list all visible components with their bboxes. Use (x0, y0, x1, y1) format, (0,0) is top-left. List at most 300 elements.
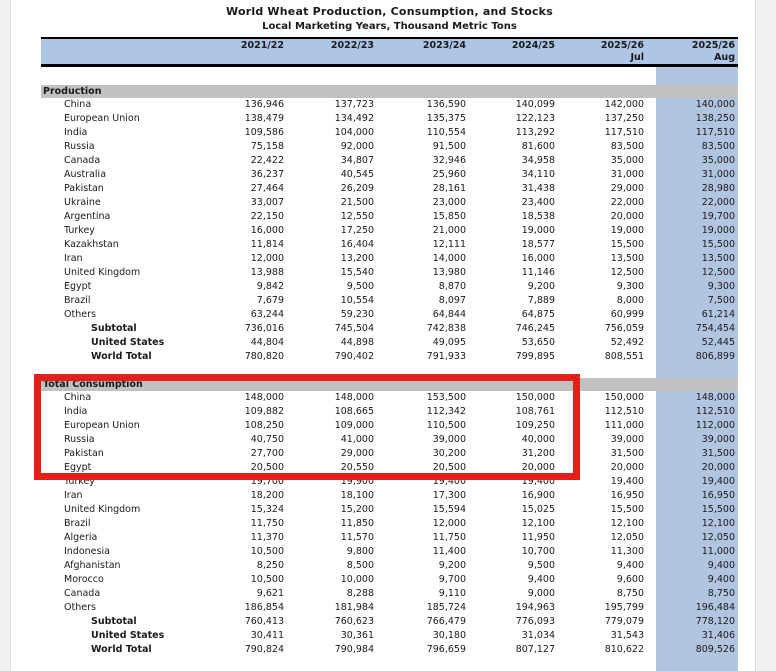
value-cell: 44,804 (250, 337, 284, 348)
row-label: United Kingdom (64, 504, 141, 515)
value-cell: 754,454 (695, 323, 735, 334)
value-cell: 745,504 (334, 323, 374, 334)
value-cell: 15,500 (610, 239, 644, 250)
value-cell: 11,000 (701, 546, 735, 557)
value-cell: 10,700 (521, 546, 555, 557)
table-row-morocco (41, 573, 738, 587)
value-cell: 12,500 (610, 267, 644, 278)
value-cell: 110,554 (426, 127, 466, 138)
value-cell: 31,406 (701, 630, 735, 641)
value-cell: 9,500 (346, 281, 374, 292)
value-cell: 12,100 (701, 518, 735, 529)
value-cell: 137,250 (604, 113, 644, 124)
value-cell: 12,000 (250, 253, 284, 264)
table-row-kazakhstan (41, 238, 738, 252)
value-cell: 9,300 (707, 281, 735, 292)
value-cell: 19,900 (340, 476, 374, 487)
value-cell: 808,551 (604, 351, 644, 362)
value-cell: 9,110 (438, 588, 466, 599)
row-label: Others (64, 602, 96, 613)
value-cell: 779,079 (604, 616, 644, 627)
value-cell: 11,750 (432, 532, 466, 543)
value-cell: 15,500 (610, 504, 644, 515)
column-year-label: 2021/22 (240, 40, 284, 51)
row-label: Canada (64, 155, 101, 166)
value-cell: 18,577 (521, 239, 555, 250)
value-cell: 32,946 (432, 155, 466, 166)
value-cell: 19,400 (610, 476, 644, 487)
row-label: India (64, 406, 88, 417)
section-header-total-consumption: Total Consumption (41, 378, 738, 391)
value-cell: 799,895 (515, 351, 555, 362)
row-label: United States (91, 630, 165, 641)
value-cell: 49,095 (432, 337, 466, 348)
table-row-canada (41, 587, 738, 601)
table-row-others (41, 601, 738, 615)
value-cell: 19,400 (432, 476, 466, 487)
row-label: Australia (64, 169, 107, 180)
value-cell: 19,700 (701, 211, 735, 222)
value-cell: 35,000 (610, 155, 644, 166)
row-label: Pakistan (64, 183, 104, 194)
value-cell: 9,400 (707, 560, 735, 571)
value-cell: 83,500 (701, 141, 735, 152)
value-cell: 10,000 (340, 574, 374, 585)
table-row-india (41, 405, 738, 419)
value-cell: 9,800 (346, 546, 374, 557)
value-cell: 27,464 (250, 183, 284, 194)
value-cell: 28,980 (701, 183, 735, 194)
value-cell: 31,438 (521, 183, 555, 194)
value-cell: 31,200 (521, 448, 555, 459)
value-cell: 134,492 (334, 113, 374, 124)
value-cell: 113,292 (515, 127, 555, 138)
value-cell: 29,000 (340, 448, 374, 459)
value-cell: 39,000 (701, 434, 735, 445)
value-cell: 790,402 (334, 351, 374, 362)
value-cell: 9,700 (438, 574, 466, 585)
table-row-subtotal (41, 615, 738, 629)
row-label: India (64, 127, 88, 138)
value-cell: 22,422 (250, 155, 284, 166)
value-cell: 31,000 (701, 169, 735, 180)
report-subtitle: Local Marketing Years, Thousand Metric Tons (262, 21, 517, 32)
column-header-2021-22 (191, 39, 284, 64)
value-cell: 809,526 (695, 644, 735, 655)
value-cell: 22,150 (250, 211, 284, 222)
column-year-label: 2025/26 (691, 40, 735, 51)
value-cell: 31,543 (610, 630, 644, 641)
value-cell: 11,370 (250, 532, 284, 543)
value-cell: 30,411 (250, 630, 284, 641)
value-cell: 16,000 (521, 253, 555, 264)
value-cell: 39,000 (432, 434, 466, 445)
table-row-united-kingdom (41, 266, 738, 280)
value-cell: 112,510 (604, 406, 644, 417)
value-cell: 20,000 (521, 462, 555, 473)
table-row-china (41, 391, 738, 405)
value-cell: 11,814 (250, 239, 284, 250)
value-cell: 21,000 (432, 225, 466, 236)
value-cell: 135,375 (426, 113, 466, 124)
row-label: European Union (64, 420, 140, 431)
row-label: Ukraine (64, 197, 101, 208)
row-label: Kazakhstan (64, 239, 119, 250)
value-cell: 18,538 (521, 211, 555, 222)
value-cell: 64,875 (521, 309, 555, 320)
value-cell: 31,034 (521, 630, 555, 641)
value-cell: 15,850 (432, 211, 466, 222)
value-cell: 790,984 (334, 644, 374, 655)
value-cell: 19,400 (701, 476, 735, 487)
value-cell: 8,288 (346, 588, 374, 599)
value-cell: 13,988 (250, 267, 284, 278)
value-cell: 60,999 (610, 309, 644, 320)
table-body (41, 85, 738, 657)
value-cell: 20,000 (701, 462, 735, 473)
value-cell: 19,000 (521, 225, 555, 236)
value-cell: 9,400 (707, 574, 735, 585)
value-cell: 28,161 (432, 183, 466, 194)
table-row-russia (41, 140, 738, 154)
value-cell: 11,300 (610, 546, 644, 557)
value-cell: 19,000 (610, 225, 644, 236)
value-cell: 15,540 (340, 267, 374, 278)
row-label: Others (64, 309, 96, 320)
value-cell: 18,100 (340, 490, 374, 501)
value-cell: 18,200 (250, 490, 284, 501)
table-row-subtotal (41, 322, 738, 336)
row-label: Argentina (64, 211, 111, 222)
value-cell: 75,158 (250, 141, 284, 152)
value-cell: 26,209 (340, 183, 374, 194)
value-cell: 806,899 (695, 351, 735, 362)
value-cell: 10,500 (250, 574, 284, 585)
value-cell: 109,586 (244, 127, 284, 138)
value-cell: 150,000 (604, 392, 644, 403)
row-label: Iran (64, 490, 83, 501)
value-cell: 11,570 (340, 532, 374, 543)
value-cell: 31,500 (701, 448, 735, 459)
table-row-pakistan (41, 182, 738, 196)
value-cell: 23,400 (521, 197, 555, 208)
value-cell: 17,300 (432, 490, 466, 501)
column-header-2025-26-jul (555, 39, 644, 64)
value-cell: 34,807 (340, 155, 374, 166)
value-cell: 8,250 (256, 560, 284, 571)
row-label: World Total (91, 351, 152, 362)
value-cell: 9,600 (616, 574, 644, 585)
value-cell: 19,000 (701, 225, 735, 236)
value-cell: 12,050 (701, 532, 735, 543)
value-cell: 30,200 (432, 448, 466, 459)
value-cell: 20,500 (432, 462, 466, 473)
value-cell: 8,097 (438, 295, 466, 306)
table-row-turkey (41, 224, 738, 238)
row-label: Pakistan (64, 448, 104, 459)
value-cell: 138,250 (695, 113, 735, 124)
value-cell: 20,000 (610, 462, 644, 473)
value-cell: 7,889 (527, 295, 555, 306)
value-cell: 81,600 (521, 141, 555, 152)
value-cell: 91,500 (432, 141, 466, 152)
value-cell: 12,100 (521, 518, 555, 529)
value-cell: 112,510 (695, 406, 735, 417)
value-cell: 16,000 (250, 225, 284, 236)
column-header-row (41, 37, 738, 67)
value-cell: 796,659 (426, 644, 466, 655)
table-row-canada (41, 154, 738, 168)
value-cell: 108,761 (515, 406, 555, 417)
row-label: Subtotal (91, 323, 137, 334)
value-cell: 83,500 (610, 141, 644, 152)
table-row-brazil (41, 517, 738, 531)
table-row-european-union (41, 419, 738, 433)
table-row-egypt (41, 280, 738, 294)
row-label: Subtotal (91, 616, 137, 627)
value-cell: 766,479 (426, 616, 466, 627)
value-cell: 16,900 (521, 490, 555, 501)
column-sub-label: Aug (714, 52, 735, 63)
value-cell: 148,000 (244, 392, 284, 403)
value-cell: 12,111 (432, 239, 466, 250)
value-cell: 34,958 (521, 155, 555, 166)
value-cell: 136,590 (426, 99, 466, 110)
report-page (10, 0, 756, 671)
table-row-united-kingdom (41, 503, 738, 517)
row-label: Morocco (64, 574, 104, 585)
table-row-argentina (41, 210, 738, 224)
value-cell: 7,500 (707, 295, 735, 306)
value-cell: 15,200 (340, 504, 374, 515)
value-cell: 31,000 (610, 169, 644, 180)
value-cell: 41,000 (340, 434, 374, 445)
column-sub-label: Jul (630, 52, 644, 63)
row-label: China (64, 99, 92, 110)
table-row-russia (41, 433, 738, 447)
value-cell: 16,404 (340, 239, 374, 250)
table-row-egypt (41, 461, 738, 475)
value-cell: 11,146 (521, 267, 555, 278)
table-row-ukraine (41, 196, 738, 210)
row-label: Turkey (64, 476, 95, 487)
value-cell: 148,000 (334, 392, 374, 403)
table-row-india (41, 126, 738, 140)
row-label: European Union (64, 113, 140, 124)
value-cell: 15,025 (521, 504, 555, 515)
value-cell: 756,059 (604, 323, 644, 334)
row-label: Turkey (64, 225, 95, 236)
value-cell: 736,016 (244, 323, 284, 334)
value-cell: 140,000 (695, 99, 735, 110)
value-cell: 19,400 (521, 476, 555, 487)
value-cell: 33,007 (250, 197, 284, 208)
value-cell: 117,510 (695, 127, 735, 138)
row-label: World Total (91, 644, 152, 655)
value-cell: 9,400 (616, 560, 644, 571)
table-row-australia (41, 168, 738, 182)
data-table (41, 37, 738, 657)
report-title: World Wheat Production, Consumption, and Stocks (226, 5, 553, 18)
section-header-production: Production (41, 85, 738, 98)
table-row-china (41, 98, 738, 112)
value-cell: 31,500 (610, 448, 644, 459)
value-cell: 196,484 (695, 602, 735, 613)
value-cell: 20,500 (250, 462, 284, 473)
column-header-2022-23 (284, 39, 374, 64)
value-cell: 742,838 (426, 323, 466, 334)
value-cell: 39,000 (610, 434, 644, 445)
value-cell: 142,000 (604, 99, 644, 110)
table-row-pakistan (41, 447, 738, 461)
value-cell: 23,000 (432, 197, 466, 208)
table-row-brazil (41, 294, 738, 308)
value-cell: 109,250 (515, 420, 555, 431)
value-cell: 140,099 (515, 99, 555, 110)
value-cell: 12,000 (432, 518, 466, 529)
value-cell: 15,500 (701, 239, 735, 250)
table-row-turkey (41, 475, 738, 489)
value-cell: 112,000 (695, 420, 735, 431)
value-cell: 44,898 (340, 337, 374, 348)
value-cell: 760,413 (244, 616, 284, 627)
value-cell: 112,342 (426, 406, 466, 417)
column-year-label: 2025/26 (600, 40, 644, 51)
value-cell: 9,842 (256, 281, 284, 292)
value-cell: 15,594 (432, 504, 466, 515)
value-cell: 8,500 (346, 560, 374, 571)
value-cell: 9,200 (438, 560, 466, 571)
value-cell: 9,500 (527, 560, 555, 571)
row-label: United Kingdom (64, 267, 141, 278)
value-cell: 40,750 (250, 434, 284, 445)
value-cell: 59,230 (340, 309, 374, 320)
value-cell: 15,500 (701, 504, 735, 515)
column-year-label: 2024/25 (511, 40, 555, 51)
value-cell: 21,500 (340, 197, 374, 208)
row-label: Brazil (64, 518, 91, 529)
value-cell: 790,824 (244, 644, 284, 655)
value-cell: 17,250 (340, 225, 374, 236)
value-cell: 10,500 (250, 546, 284, 557)
table-row-world-total (41, 350, 738, 364)
value-cell: 11,850 (340, 518, 374, 529)
table-row-united-states (41, 336, 738, 350)
value-cell: 10,554 (340, 295, 374, 306)
value-cell: 108,665 (334, 406, 374, 417)
value-cell: 150,000 (515, 392, 555, 403)
value-cell: 791,933 (426, 351, 466, 362)
column-sub-label (284, 52, 374, 64)
value-cell: 810,622 (604, 644, 644, 655)
value-cell: 13,500 (610, 253, 644, 264)
value-cell: 61,214 (701, 309, 735, 320)
value-cell: 110,500 (426, 420, 466, 431)
value-cell: 780,820 (244, 351, 284, 362)
value-cell: 111,000 (604, 420, 644, 431)
value-cell: 137,723 (334, 99, 374, 110)
table-row-european-union (41, 112, 738, 126)
value-cell: 12,550 (340, 211, 374, 222)
value-cell: 760,623 (334, 616, 374, 627)
value-cell: 35,000 (701, 155, 735, 166)
column-header-2025-26-aug (644, 39, 738, 64)
row-label: Algeria (64, 532, 98, 543)
row-label: Iran (64, 253, 83, 264)
value-cell: 14,000 (432, 253, 466, 264)
row-label: Brazil (64, 295, 91, 306)
value-cell: 8,750 (616, 588, 644, 599)
value-cell: 181,984 (334, 602, 374, 613)
column-header-2024-25 (466, 39, 555, 64)
row-label: Egypt (64, 281, 92, 292)
header-gap (41, 67, 738, 85)
value-cell: 40,000 (521, 434, 555, 445)
table-row-afghanistan (41, 559, 738, 573)
value-cell: 8,000 (616, 295, 644, 306)
value-cell: 15,324 (250, 504, 284, 515)
column-year-label: 2023/24 (422, 40, 466, 51)
column-sub-label (466, 52, 555, 64)
value-cell: 52,492 (610, 337, 644, 348)
row-label: Egypt (64, 462, 92, 473)
value-cell: 153,500 (426, 392, 466, 403)
value-cell: 29,000 (610, 183, 644, 194)
value-cell: 778,120 (695, 616, 735, 627)
value-cell: 13,200 (340, 253, 374, 264)
value-cell: 12,500 (701, 267, 735, 278)
row-label: United States (91, 337, 165, 348)
value-cell: 109,882 (244, 406, 284, 417)
value-cell: 34,110 (521, 169, 555, 180)
row-label: Russia (64, 141, 95, 152)
value-cell: 16,950 (610, 490, 644, 501)
value-cell: 30,361 (340, 630, 374, 641)
value-cell: 9,621 (256, 588, 284, 599)
value-cell: 12,100 (610, 518, 644, 529)
value-cell: 186,854 (244, 602, 284, 613)
value-cell: 36,237 (250, 169, 284, 180)
value-cell: 11,400 (432, 546, 466, 557)
value-cell: 7,679 (256, 295, 284, 306)
value-cell: 9,000 (527, 588, 555, 599)
row-label: Afghanistan (64, 560, 121, 571)
table-row-indonesia (41, 545, 738, 559)
table-row-world-total (41, 643, 738, 657)
column-sub-label (374, 52, 466, 64)
table-row-iran (41, 252, 738, 266)
value-cell: 11,950 (521, 532, 555, 543)
value-cell: 122,123 (515, 113, 555, 124)
value-cell: 92,000 (340, 141, 374, 152)
value-cell: 194,963 (515, 602, 555, 613)
value-cell: 195,799 (604, 602, 644, 613)
value-cell: 19,700 (250, 476, 284, 487)
value-cell: 53,650 (521, 337, 555, 348)
table-row-iran (41, 489, 738, 503)
value-cell: 25,960 (432, 169, 466, 180)
value-cell: 746,245 (515, 323, 555, 334)
value-cell: 807,127 (515, 644, 555, 655)
value-cell: 108,250 (244, 420, 284, 431)
value-cell: 109,000 (334, 420, 374, 431)
value-cell: 22,000 (610, 197, 644, 208)
value-cell: 117,510 (604, 127, 644, 138)
value-cell: 9,300 (616, 281, 644, 292)
value-cell: 104,000 (334, 127, 374, 138)
row-label: Canada (64, 588, 101, 599)
row-label: Indonesia (64, 546, 110, 557)
